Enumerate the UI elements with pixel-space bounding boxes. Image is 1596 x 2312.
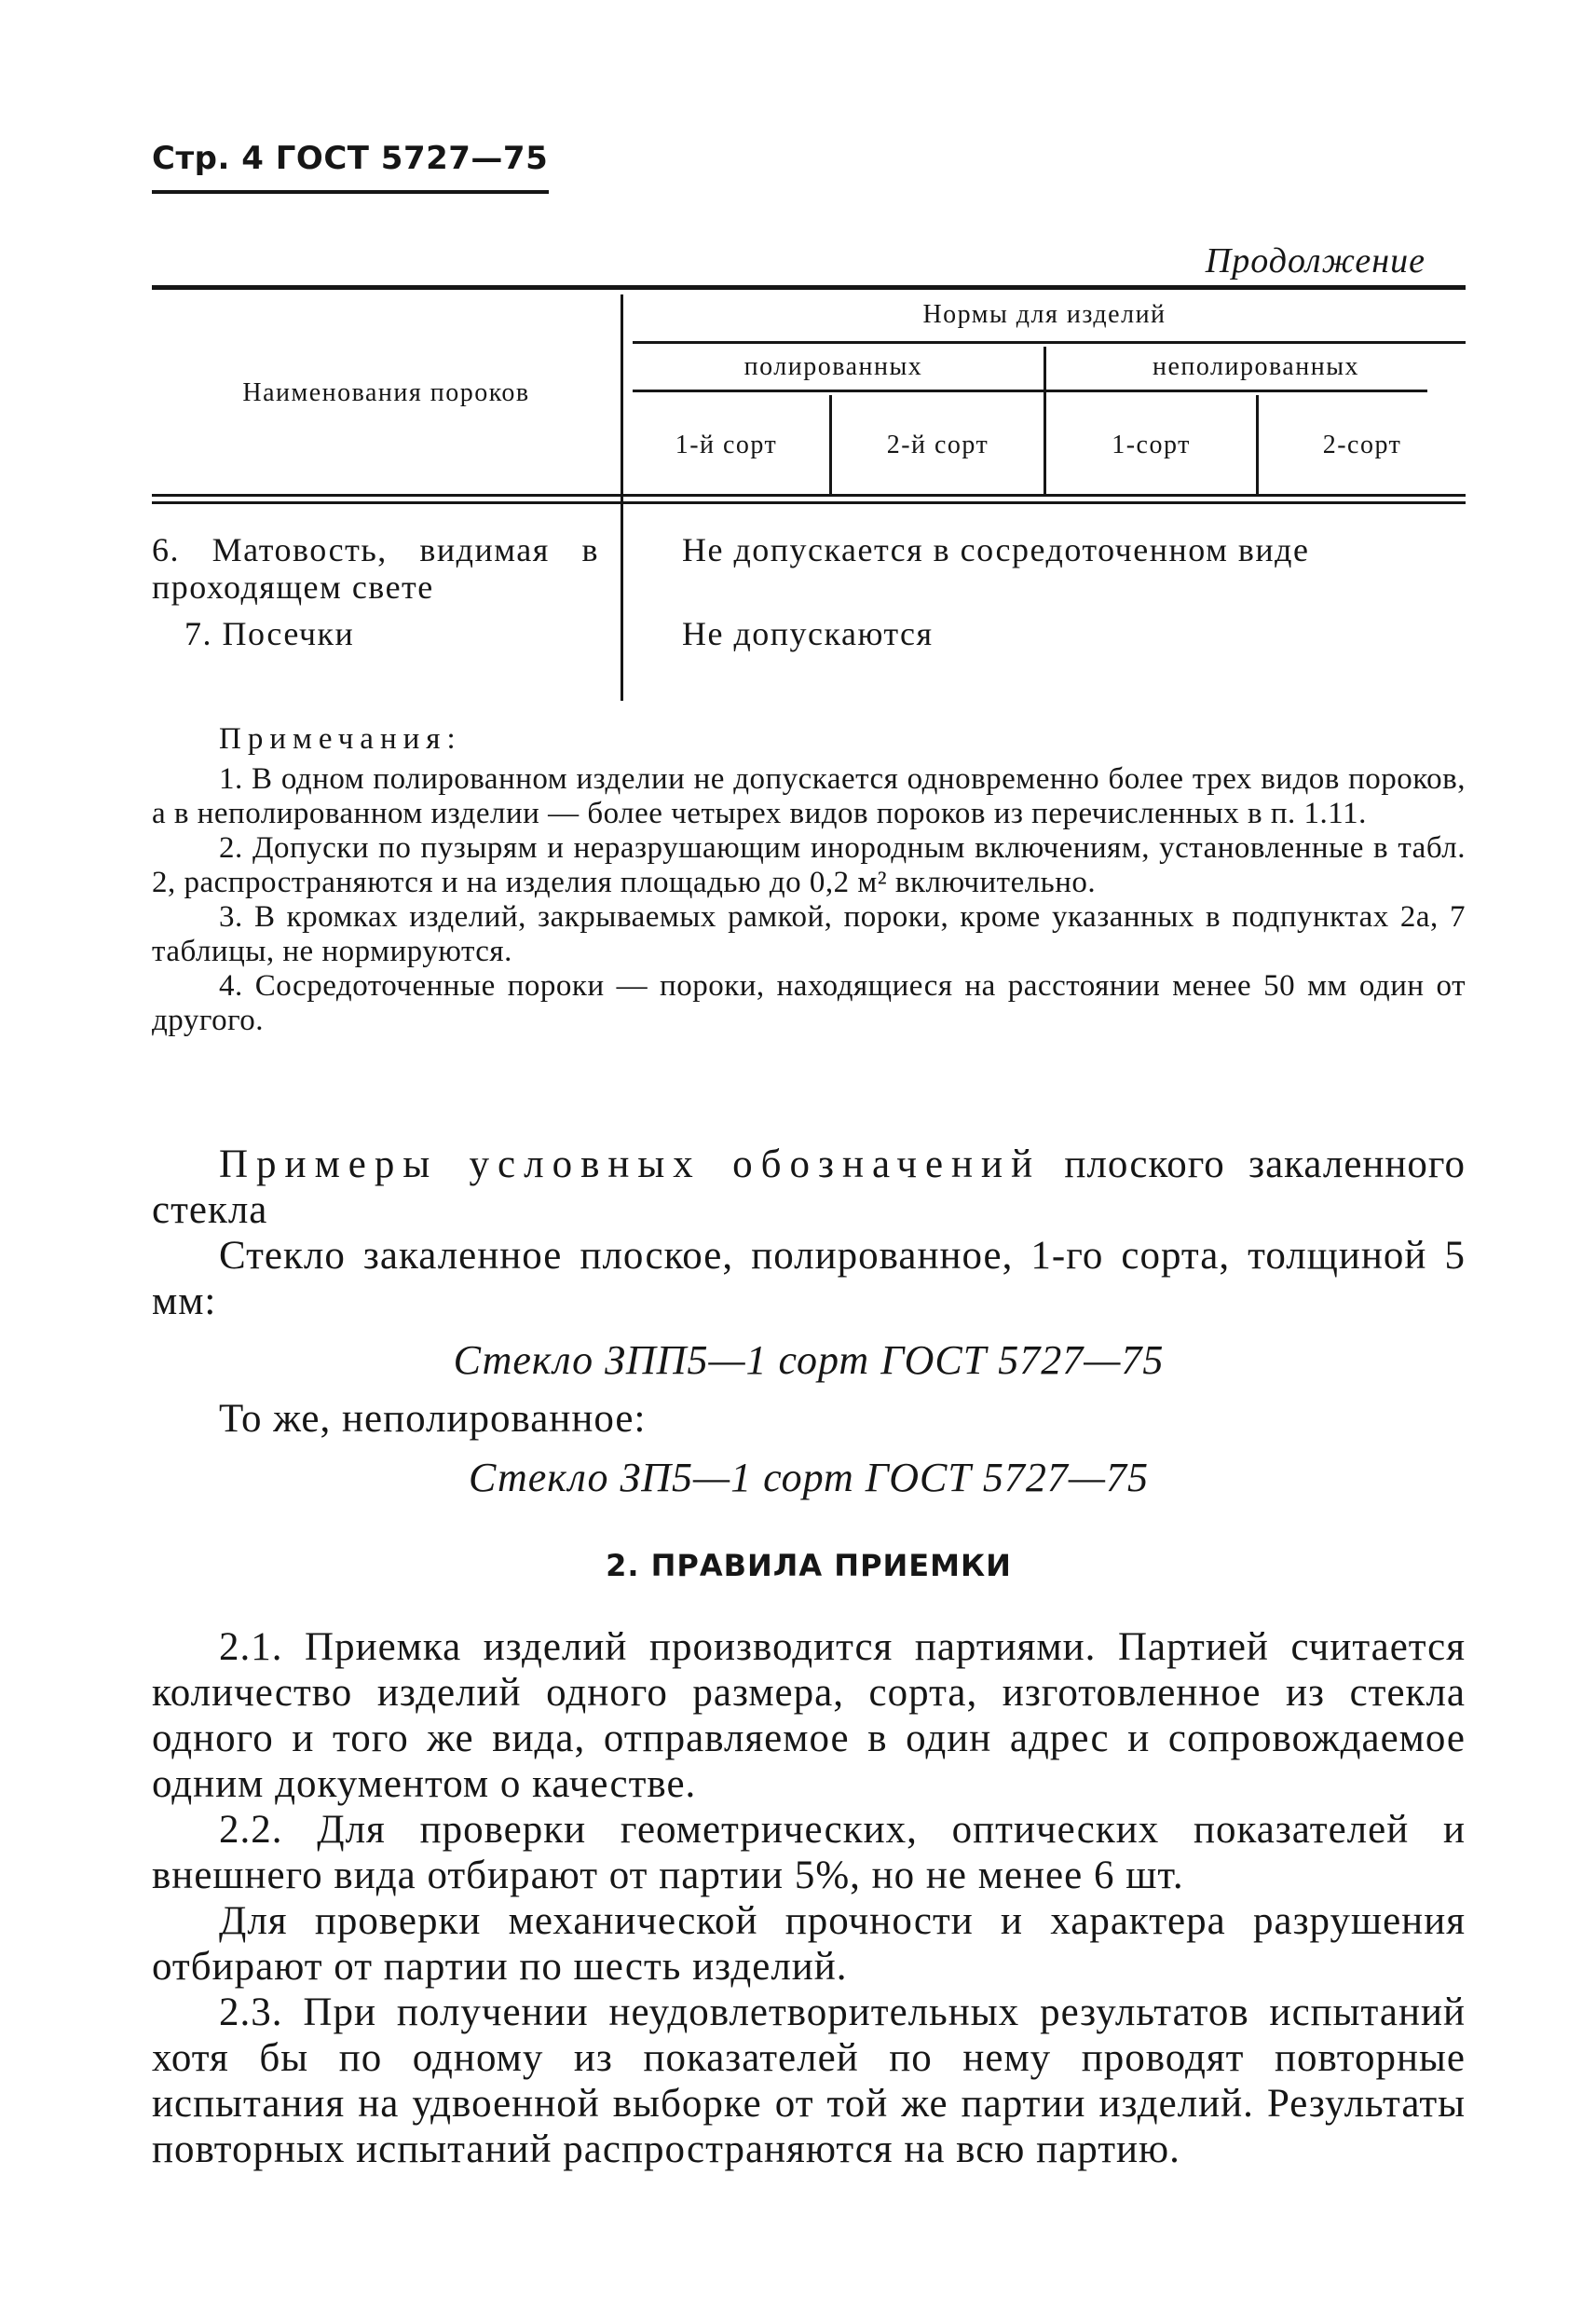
examples-heading-spaced: Примеры условных обозначений: [219, 1142, 1042, 1186]
table-row-name: 7. Посечки: [184, 615, 355, 652]
col-header-grade: 1-сорт: [1112, 431, 1191, 459]
note-item: 2. Допуски по пузырям и неразрушающим инородным включениям, установленные в табл. 2, распространяются и на изделия площадью до 0,2 м² включительно.: [152, 831, 1466, 899]
col-header-defects: Наименования пороков: [242, 378, 530, 407]
examples-heading-rest: плоского закаленного стекла: [152, 1142, 1466, 1232]
table-top-rule: [152, 285, 1466, 290]
page-header: [152, 140, 549, 194]
example-designation: Стекло ЗПП5—1 сорт ГОСТ 5727—75: [453, 1337, 1165, 1383]
section-title: 2. ПРАВИЛА ПРИЕМКИ: [606, 1548, 1012, 1583]
continuation-label: Продолжение: [1205, 241, 1425, 280]
note-item: 4. Сосредоточенные пороки — пороки, находящиеся на расстоянии менее 50 мм один от другого.: [152, 969, 1466, 1037]
section-paragraph: Для проверки механической прочности и характера разрушения отбирают от партии по шесть изделий.: [152, 1899, 1466, 1989]
col-header-polished: полированных: [743, 352, 923, 381]
example-text: То же, неполированное:: [219, 1397, 647, 1441]
notes-block: [152, 722, 1466, 1038]
note-item: 3. В кромках изделий, закрываемых рамкой, пороки, кроме указанных в подпунктах 2а, 7 таблицы, не нормируются.: [152, 900, 1466, 968]
notes-title: Примечания:: [219, 722, 462, 756]
defects-table: [152, 285, 1466, 705]
section-paragraph: 2.3. При получении неудовлетворительных результатов испытаний хотя бы по одному из показателей по нему проводят повторные испытания на удвоенной выборке от той же партии изделий. Результаты повторных испытаний распространяются на всю партию.: [152, 1991, 1466, 2171]
col-header-unpolished: неполированных: [1152, 352, 1360, 381]
col-header-norms: Нормы для изделий: [922, 300, 1166, 329]
example-designation: Стекло ЗП5—1 сорт ГОСТ 5727—75: [469, 1455, 1149, 1500]
main-text: [152, 1142, 1466, 2172]
col-header-grade: 2-сорт: [1322, 431, 1402, 459]
examples-heading: [152, 1142, 1466, 1233]
section-paragraph: 2.1. Приемка изделий производится партиями. Партией считается количество изделий одного размера, сорта, изготовленное из стекла одного и того же вида, отправляемое в один адрес и сопровождаемое одним документом о качестве.: [152, 1625, 1466, 1806]
table-row-name: 6. Матовость, видимая в проходящем свете: [152, 531, 599, 606]
header-divider: [633, 341, 1466, 344]
note-item: 1. В одном полированном изделии не допускается одновременно более трех видов пороков, а в неполированном изделии — более четырех видов пороков из перечисленных в п. 1.11.: [152, 762, 1466, 830]
standard-number: ГОСТ 5727—75: [275, 140, 549, 177]
col-header-grade: 2-й сорт: [886, 431, 989, 459]
table-row-value: Не допускаются: [682, 615, 934, 652]
table-row-value: Не допускается в сосредоточенном виде: [682, 531, 1310, 568]
col-header-grade: 1-й сорт: [675, 431, 778, 459]
section-paragraph: 2.2. Для проверки геометрических, оптических показателей и внешнего вида отбирают от партии 5%, но не менее 6 шт.: [152, 1808, 1466, 1897]
example-text: Стекло закаленное плоское, полированное, 1-го сорта, толщиной 5 мм:: [152, 1234, 1466, 1323]
page-number: Стр. 4: [152, 140, 265, 177]
table-header-rule-double: [152, 501, 1466, 504]
header-divider: [633, 390, 1427, 392]
table-header-rule: [152, 494, 1466, 497]
